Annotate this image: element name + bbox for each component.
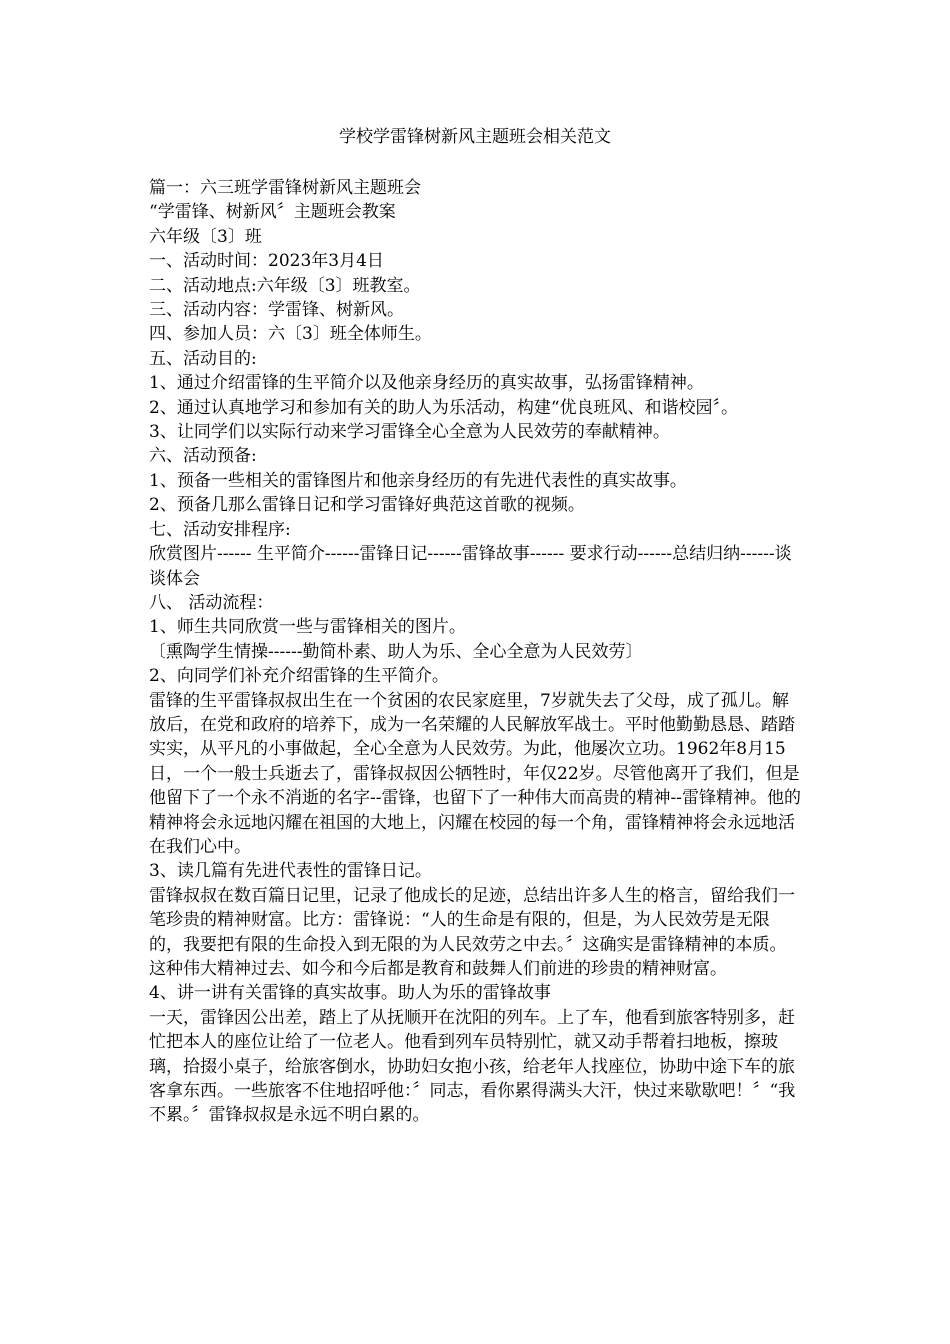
process-step: 2、向同学们补充介绍雷锋的生平简介。: [149, 666, 449, 687]
schedule-sequence: 欣赏图片------ 生平简介------雷锋日记------雷锋故事------ 要求行动------总结归纳------谈谈体会: [149, 544, 792, 589]
class-name: 六年级〔3〕班: [149, 226, 262, 247]
objective-item: 2、通过认真地学习和参加有关的助人为乐活动，构建“优良班风、和谐校园〞。: [149, 397, 739, 418]
process-step: 3、读几篇有先进代表性的雷锋日记。: [149, 861, 432, 882]
process-heading: 八、 活动流程：: [149, 592, 274, 613]
lesson-plan-title: “学雷锋、树新风〞主题班会教案: [149, 202, 396, 223]
activity-content: 三、活动内容：学雷锋、树新风。: [149, 300, 404, 321]
objectives-heading: 五、活动目的:: [149, 348, 257, 369]
story-paragraph: 一天，雷锋因公出差，踏上了从抚顺开在沈阳的列车。上了车，他看到旅客特别多，赶忙把本人的座位让给了一位老人。他看到列车员特别忙，就又动手帮着扫地板，擦玻璃，拾掇小桌子，给旅客倒水，协助妇女抱小孩，给老年人找座位，协助中途下车的旅客拿东西。一些旅客不住地招呼他：〞同志，看你累得满头大汗，快过来歇歇吧！〞“我不累。〞雷锋叔叔是永远不明白累的。: [149, 1007, 796, 1126]
activity-time: 一、活动时间：2023年3月4日: [149, 251, 384, 272]
biography-paragraph: 雷锋的生平雷锋叔叔出生在一个贫困的农民家庭里，7岁就失去了父母，成了孤儿。解放后，在党和政府的培养下，成为一名荣耀的人民解放军战士。平时他勤勤恳恳、踏踏实实，从平凡的小事做起，全心全意为人民效劳。为此，他屡次立功。1962年8月15日，一个一般士兵逝去了，雷锋叔叔因公牺牲时，年仅22岁。尽管他离开了我们，但是他留下了一个永不消逝的名字--雷锋，也留下了一种伟大而高贵的精神--雷锋精神。他的精神将会永远地闪耀在祖国的大地上，闪耀在校园的每一个角，雷锋精神将会永远地活在我们心中。: [149, 690, 801, 857]
document-title: 学校学雷锋树新风主题班会相关范文: [339, 127, 611, 147]
preparation-item: 2、预备几那么雷锋日记和学习雷锋好典范这首歌的视频。: [149, 495, 585, 516]
objective-item: 1、通过介绍雷锋的生平简介以及他亲身经历的真实故事，弘扬雷锋精神。: [149, 373, 704, 394]
process-note: 〔熏陶学生情操------勤简朴素、助人为乐、全心全意为人民效劳〕: [149, 641, 643, 662]
activity-location: 二、活动地点:六年级〔3〕班教室。: [149, 275, 421, 296]
document-body: [149, 176, 802, 1128]
process-step: 1、师生共同欣赏一些与雷锋相关的图片。: [149, 617, 466, 638]
participants: 四、参加人员：六〔3〕班全体师生。: [149, 324, 432, 345]
preparation-heading: 六、活动预备:: [149, 446, 257, 467]
diary-paragraph: 雷锋叔叔在数百篇日记里，记录了他成长的足迹，总结出许多人生的格言，留给我们一笔珍贵的精神财富。比方：雷锋说：“人的生命是有限的，但是，为人民效劳是无限的，我要把有限的生命投入到无限的为人民效劳之中去。〞这确实是雷锋精神的本质。这种伟大精神过去、如今和今后都是教育和鼓舞人们前进的珍贵的精神财富。: [149, 885, 795, 979]
preparation-item: 1、预备一些相关的雷锋图片和他亲身经历的有先进代表性的真实故事。: [149, 470, 687, 491]
process-step: 4、讲一讲有关雷锋的真实故事。助人为乐的雷锋故事: [149, 983, 551, 1004]
objective-item: 3、让同学们以实际行动来学习雷锋全心全意为人民效劳的奉献精神。: [149, 422, 670, 443]
schedule-heading: 七、活动安排程序:: [149, 519, 291, 540]
section-heading: 篇一：六三班学雷锋树新风主题班会: [149, 178, 421, 198]
